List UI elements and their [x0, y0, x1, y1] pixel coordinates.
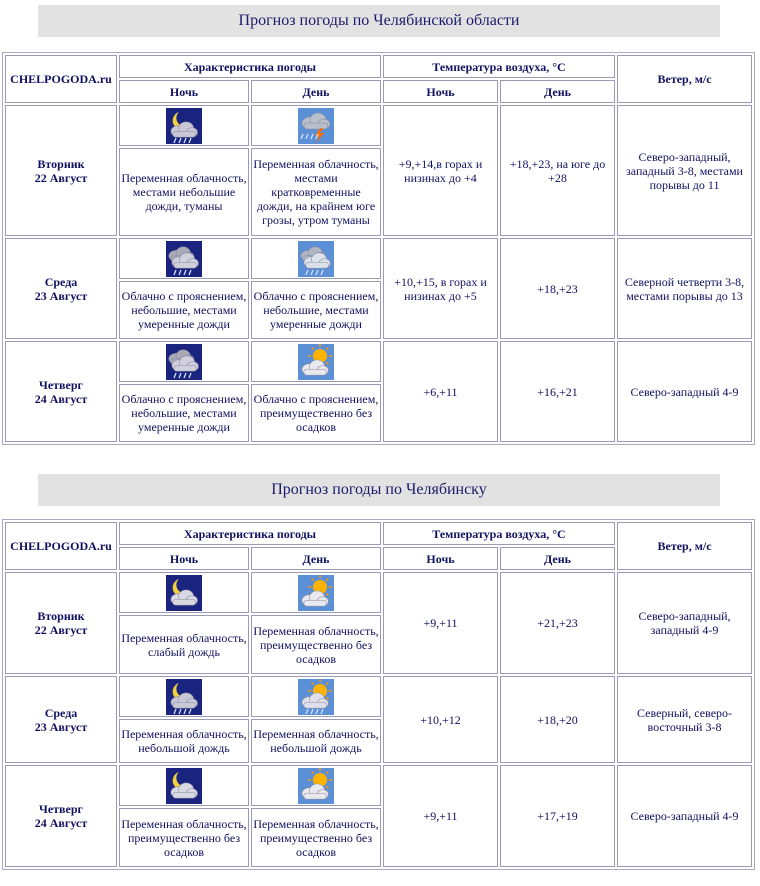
brand-link[interactable]: CHELPOGODA.ru: [5, 55, 117, 103]
temp-day-cell: +18,+23, на юге до +28: [500, 105, 615, 236]
day-icon-cell: [251, 341, 381, 382]
header-temperature: Температура воздуха, °C: [383, 55, 615, 78]
header-temp-day: День: [500, 80, 615, 103]
night-icon-cell: [119, 341, 249, 382]
table-row: [5, 765, 752, 806]
day-icon-cell: [251, 105, 381, 146]
night-moon-rain-icon: [166, 108, 202, 144]
temp-day-cell: +18,+23: [500, 238, 615, 339]
date-label: 23 Август: [34, 719, 88, 734]
date-label: 23 Август: [34, 288, 88, 303]
wind-cell: Северо-западный, западный 3-8, местами порывы до 11: [617, 105, 752, 236]
day-cell: [5, 105, 117, 236]
day-icon-cell: [251, 765, 381, 806]
table-row: [5, 105, 752, 146]
night-cloud-rain-icon: [166, 241, 202, 277]
wind-cell: Северный, северо-восточный 3-8: [617, 676, 752, 763]
weekday-label: Вторник: [37, 156, 85, 171]
region-forecast-title: Прогноз погоды по Челябинской области: [38, 5, 720, 37]
city-forecast-title: Прогноз погоды по Челябинску: [38, 474, 720, 506]
day-description: Переменная облачность, преимущественно без осадков: [251, 808, 381, 867]
sun-cloud-rain-icon: [298, 679, 334, 715]
night-icon-cell: [119, 765, 249, 806]
night-cloud-rain-icon: [166, 344, 202, 380]
header-char-night: Ночь: [119, 80, 249, 103]
weekday-label: Среда: [44, 705, 78, 720]
header-wind: Ветер, м/с: [617, 55, 752, 103]
day-description: Переменная облачность, местами кратковременные дожди, на крайнем юге грозы, утром туманы: [251, 148, 381, 236]
day-cell: [5, 572, 117, 674]
header-characteristics: Характеристика погоды: [119, 55, 381, 78]
day-cell: [5, 341, 117, 442]
header-char-day: День: [251, 80, 381, 103]
temp-day-cell: +17,+19: [500, 765, 615, 867]
day-cell: [5, 238, 117, 339]
temp-night-cell: +9,+14,в горах и низинах до +4: [383, 105, 498, 236]
night-description: Переменная облачность, слабый дождь: [119, 615, 249, 674]
date-label: 22 Август: [34, 170, 88, 185]
temp-night-cell: +10,+15, в горах и низинах до +5: [383, 238, 498, 339]
night-icon-cell: [119, 676, 249, 717]
region-forecast-table: [2, 52, 755, 445]
city-forecast-table: [2, 519, 755, 870]
table-row: [5, 676, 752, 717]
brand-link[interactable]: CHELPOGODA.ru: [5, 522, 117, 570]
night-description: Облачно с прояснением, небольшие, местами умеренные дожди: [119, 384, 249, 442]
cloud-rain-icon: [298, 241, 334, 277]
weekday-label: Вторник: [37, 609, 85, 623]
table-row: [5, 572, 752, 613]
thunderstorm-icon: [298, 108, 334, 144]
header-temp-day: День: [500, 547, 615, 570]
night-description: Переменная облачность, небольшой дождь: [119, 719, 249, 763]
temp-night-cell: +10,+12: [383, 676, 498, 763]
wind-cell: Северо-западный 4-9: [617, 341, 752, 442]
sun-cloud-icon: [298, 344, 334, 380]
table-row: [5, 238, 752, 279]
day-icon-cell: [251, 572, 381, 613]
night-icon-cell: [119, 572, 249, 613]
weekday-label: Четверг: [39, 802, 83, 816]
header-temp-night: Ночь: [383, 547, 498, 570]
night-description: Переменная облачность, местами небольшие дожди, туманы: [119, 148, 249, 236]
night-icon-cell: [119, 105, 249, 146]
day-cell: [5, 676, 117, 763]
night-description: Облачно с прояснением, небольшие, местами умеренные дожди: [119, 281, 249, 339]
weekday-label: Среда: [44, 274, 78, 289]
temp-night-cell: +6,+11: [383, 341, 498, 442]
night-moon-cloud-icon: [166, 575, 202, 611]
date-label: 22 Август: [34, 623, 88, 637]
day-description: Облачно с прояснением, небольшие, местами умеренные дожди: [251, 281, 381, 339]
date-label: 24 Август: [34, 391, 88, 406]
day-description: Переменная облачность, небольшой дождь: [251, 719, 381, 763]
sun-cloud-icon: [298, 768, 334, 804]
temp-day-cell: +18,+20: [500, 676, 615, 763]
header-characteristics: Характеристика погоды: [119, 522, 381, 545]
weekday-label: Четверг: [39, 377, 83, 392]
temp-night-cell: +9,+11: [383, 572, 498, 674]
night-moon-cloud-icon: [166, 768, 202, 804]
wind-cell: Северо-западный, западный 4-9: [617, 572, 752, 674]
header-char-day: День: [251, 547, 381, 570]
header-temp-night: Ночь: [383, 80, 498, 103]
night-icon-cell: [119, 238, 249, 279]
day-icon-cell: [251, 238, 381, 279]
table-row: [5, 341, 752, 382]
day-cell: [5, 765, 117, 867]
sun-cloud-icon: [298, 575, 334, 611]
temp-day-cell: +21,+23: [500, 572, 615, 674]
wind-cell: Северо-западный 4-9: [617, 765, 752, 867]
header-char-night: Ночь: [119, 547, 249, 570]
date-label: 24 Август: [34, 816, 88, 830]
night-description: Переменная облачность, преимущественно без осадков: [119, 808, 249, 867]
header-wind: Ветер, м/с: [617, 522, 752, 570]
wind-cell: Северной четверти 3-8, местами порывы до 13: [617, 238, 752, 339]
temp-day-cell: +16,+21: [500, 341, 615, 442]
day-description: Переменная облачность, преимущественно без осадков: [251, 615, 381, 674]
day-icon-cell: [251, 676, 381, 717]
day-description: Облачно с прояснением, преимущественно без осадков: [251, 384, 381, 442]
temp-night-cell: +9,+11: [383, 765, 498, 867]
night-moon-rain-icon: [166, 679, 202, 715]
header-temperature: Температура воздуха, °C: [383, 522, 615, 545]
